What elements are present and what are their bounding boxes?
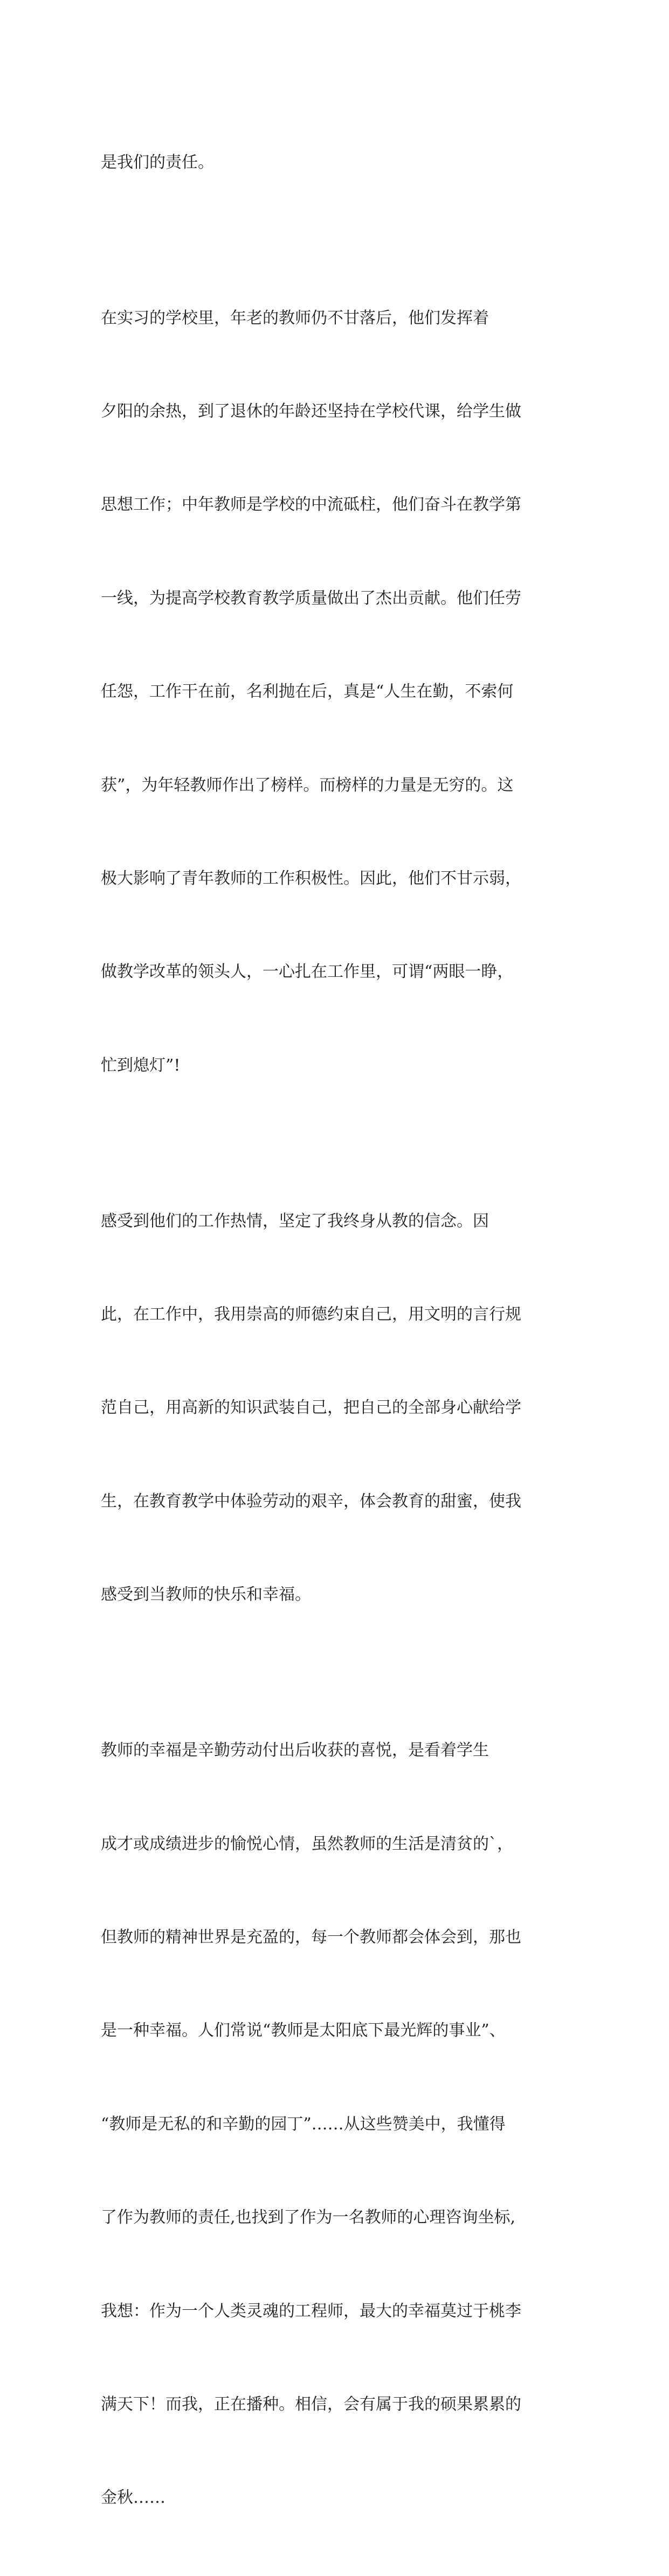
text-line: 此，在工作中，我用崇高的师德约束自己，用文明的言行规: [101, 1305, 521, 1324]
text-line: “教师是无私的和辛勤的园丁”……从这些赞美中，我懂得: [101, 2114, 506, 2134]
text-line: 任怨，工作干在前，名利抛在后，真是“人生在勤，不索何: [101, 682, 514, 702]
text-line: 感受到他们的工作热情，坚定了我终身从教的信念。因: [101, 1211, 489, 1231]
text-line: 是一种幸福。人们常说“教师是太阳底下最光辉的事业”、: [101, 2021, 506, 2040]
text-line: 成才或成绩进步的愉悦心情，虽然教师的生活是清贫的`，: [101, 1834, 513, 1853]
text-line: 金秋……: [101, 2488, 165, 2508]
text-line: 了作为教师的责任,也找到了作为一名教师的心理咨询坐标,: [101, 2208, 516, 2227]
text-line: 一线，为提高学校教育教学质量做出了杰出贡献。他们任劳: [101, 588, 521, 608]
text-line: 极大影响了青年教师的工作积极性。因此，他们不甘示弱，: [101, 869, 521, 888]
text-line: 忙到熄灯”!: [101, 1056, 181, 1075]
text-line: 生，在教育教学中体验劳动的艰辛，体会教育的甜蜜，使我: [101, 1491, 521, 1511]
text-line: 我想：作为一个人类灵魂的工程师，最大的幸福莫过于桃李: [101, 2301, 521, 2321]
text-line: 是我们的责任。: [101, 152, 214, 172]
text-line: 做教学改革的领头人，一心扎在工作里，可谓“两眼一睁，: [101, 962, 514, 982]
paragraph-4: [101, 1673, 575, 2576]
body-text: [101, 85, 575, 2576]
text-line: 教师的幸福是辛勤劳动付出后收获的喜悦，是看着学生: [101, 1741, 489, 1760]
text-line: 思想工作；中年教师是学校的中流砥柱，他们奋斗在教学第: [101, 495, 521, 515]
paragraph-2: [101, 240, 575, 1143]
text-line: 范自己，用高新的知识武装自己，把自己的全部身心献给学: [101, 1398, 521, 1418]
text-line: 满天下！而我，正在播种。相信，会有属于我的硕果累累的: [101, 2394, 521, 2414]
text-line: 获”，为年轻教师作出了榜样。而榜样的力量是无穷的。这: [101, 775, 514, 795]
paragraph-3: [101, 1143, 575, 1673]
text-line: 但教师的精神世界是充盈的，每一个教师都会体会到，那也: [101, 1928, 521, 1947]
text-line: 在实习的学校里，年老的教师仍不甘落后，他们发挥着: [101, 308, 489, 328]
text-line: 感受到当教师的快乐和幸福。: [101, 1585, 311, 1605]
text-line: 夕阳的余热，到了退休的年龄还坚持在学校代课，给学生做: [101, 401, 521, 421]
paragraph-1: [101, 85, 575, 240]
